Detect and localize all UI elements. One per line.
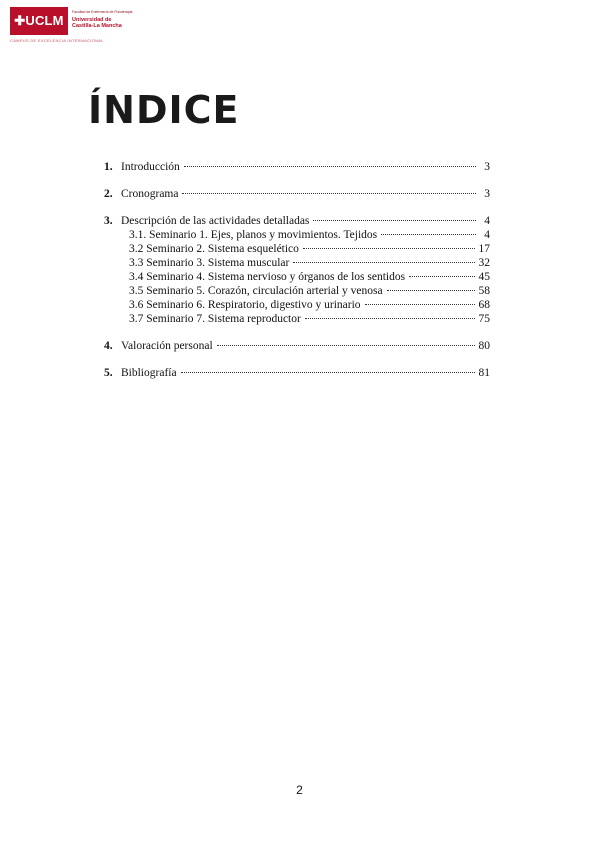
uclm-logo — [10, 7, 133, 43]
toc-subentry-page: 17 — [478, 243, 490, 255]
toc-entry-page: 80 — [478, 340, 490, 352]
toc-subentry-label: 3.5 Seminario 5. Corazón, circulación arterial y venosa — [129, 285, 383, 297]
toc-subentry[interactable] — [104, 284, 490, 298]
toc-subentry[interactable] — [104, 270, 490, 284]
toc-subentry-label: 3.3 Seminario 3. Sistema muscular — [129, 257, 290, 269]
toc-subentry-label: 3.1. Seminario 1. Ejes, planos y movimientos. Tejidos — [129, 229, 378, 241]
toc-leader-dots — [303, 248, 475, 249]
toc-subentry[interactable] — [104, 242, 490, 256]
toc-entry-number: 2. — [104, 188, 113, 200]
toc-subentry-label: 3.4 Seminario 4. Sistema nervioso y órganos de los sentidos — [129, 271, 406, 283]
toc-entry-page: 3 — [484, 188, 490, 200]
toc-entry-label: Bibliografía — [121, 367, 177, 379]
toc-subentry-page: 68 — [478, 299, 490, 311]
toc-entry-page: 3 — [484, 161, 490, 173]
toc-leader-dots — [409, 276, 474, 277]
toc-leader-dots — [305, 318, 475, 319]
toc-subentry-label: 3.7 Seminario 7. Sistema reproductor — [129, 313, 301, 325]
toc-subentry-page: 45 — [478, 271, 490, 283]
toc-entry[interactable] — [104, 339, 490, 353]
toc-entry-label: Descripción de las actividades detalladas — [121, 215, 310, 227]
toc-entry[interactable] — [104, 187, 490, 201]
toc-entry[interactable] — [104, 160, 490, 174]
toc-subentry-page: 32 — [478, 257, 490, 269]
toc-leader-dots — [387, 290, 475, 291]
page-number: 2 — [296, 783, 303, 797]
toc-leader-dots — [217, 345, 475, 346]
toc-leader-dots — [293, 262, 474, 263]
university-line-1: Universidad de — [72, 17, 112, 23]
toc-entry-label: Introducción — [121, 161, 180, 173]
toc-entry[interactable] — [104, 366, 490, 380]
toc-subentry-label: 3.2 Seminario 2. Sistema esquelético — [129, 243, 299, 255]
toc-subentry-page: 75 — [478, 313, 490, 325]
toc-subentry[interactable] — [104, 312, 490, 326]
toc-leader-dots — [181, 372, 475, 373]
toc-subentry-label: 3.6 Seminario 6. Respiratorio, digestivo y urinario — [129, 299, 361, 311]
university-line-2: Castilla-La Mancha — [72, 23, 122, 29]
toc-leader-dots — [381, 234, 476, 235]
toc-subentry-page: 58 — [478, 285, 490, 297]
toc-entry-number: 5. — [104, 367, 113, 379]
campus-tagline: CAMPUS DE EXCELENCIA INTERNACIONAL — [10, 38, 104, 43]
toc-subentry-page: 4 — [484, 229, 490, 241]
toc-subentry[interactable] — [104, 256, 490, 270]
toc-entry-label: Valoración personal — [121, 340, 213, 352]
toc-leader-dots — [184, 166, 476, 167]
toc-entry[interactable] — [104, 214, 490, 228]
university-name — [72, 17, 122, 29]
uclm-logo-mark: ✚UCLM — [10, 7, 68, 35]
toc-leader-dots — [313, 220, 476, 221]
toc-entry-number: 4. — [104, 340, 113, 352]
toc-subentry[interactable] — [104, 228, 490, 242]
faculty-name: Facultad de Enfermería de Fisioterapia — [72, 10, 133, 14]
toc-entry-number: 1. — [104, 161, 113, 173]
page-title: ÍNDICE — [88, 88, 240, 132]
toc-entry-page: 81 — [478, 367, 490, 379]
toc-leader-dots — [365, 304, 475, 305]
toc-entry-label: Cronograma — [121, 188, 179, 200]
toc-leader-dots — [182, 193, 476, 194]
toc-subentry[interactable] — [104, 298, 490, 312]
toc-entry-page: 4 — [484, 215, 490, 227]
toc-entry-number: 3. — [104, 215, 113, 227]
table-of-contents — [104, 160, 490, 380]
